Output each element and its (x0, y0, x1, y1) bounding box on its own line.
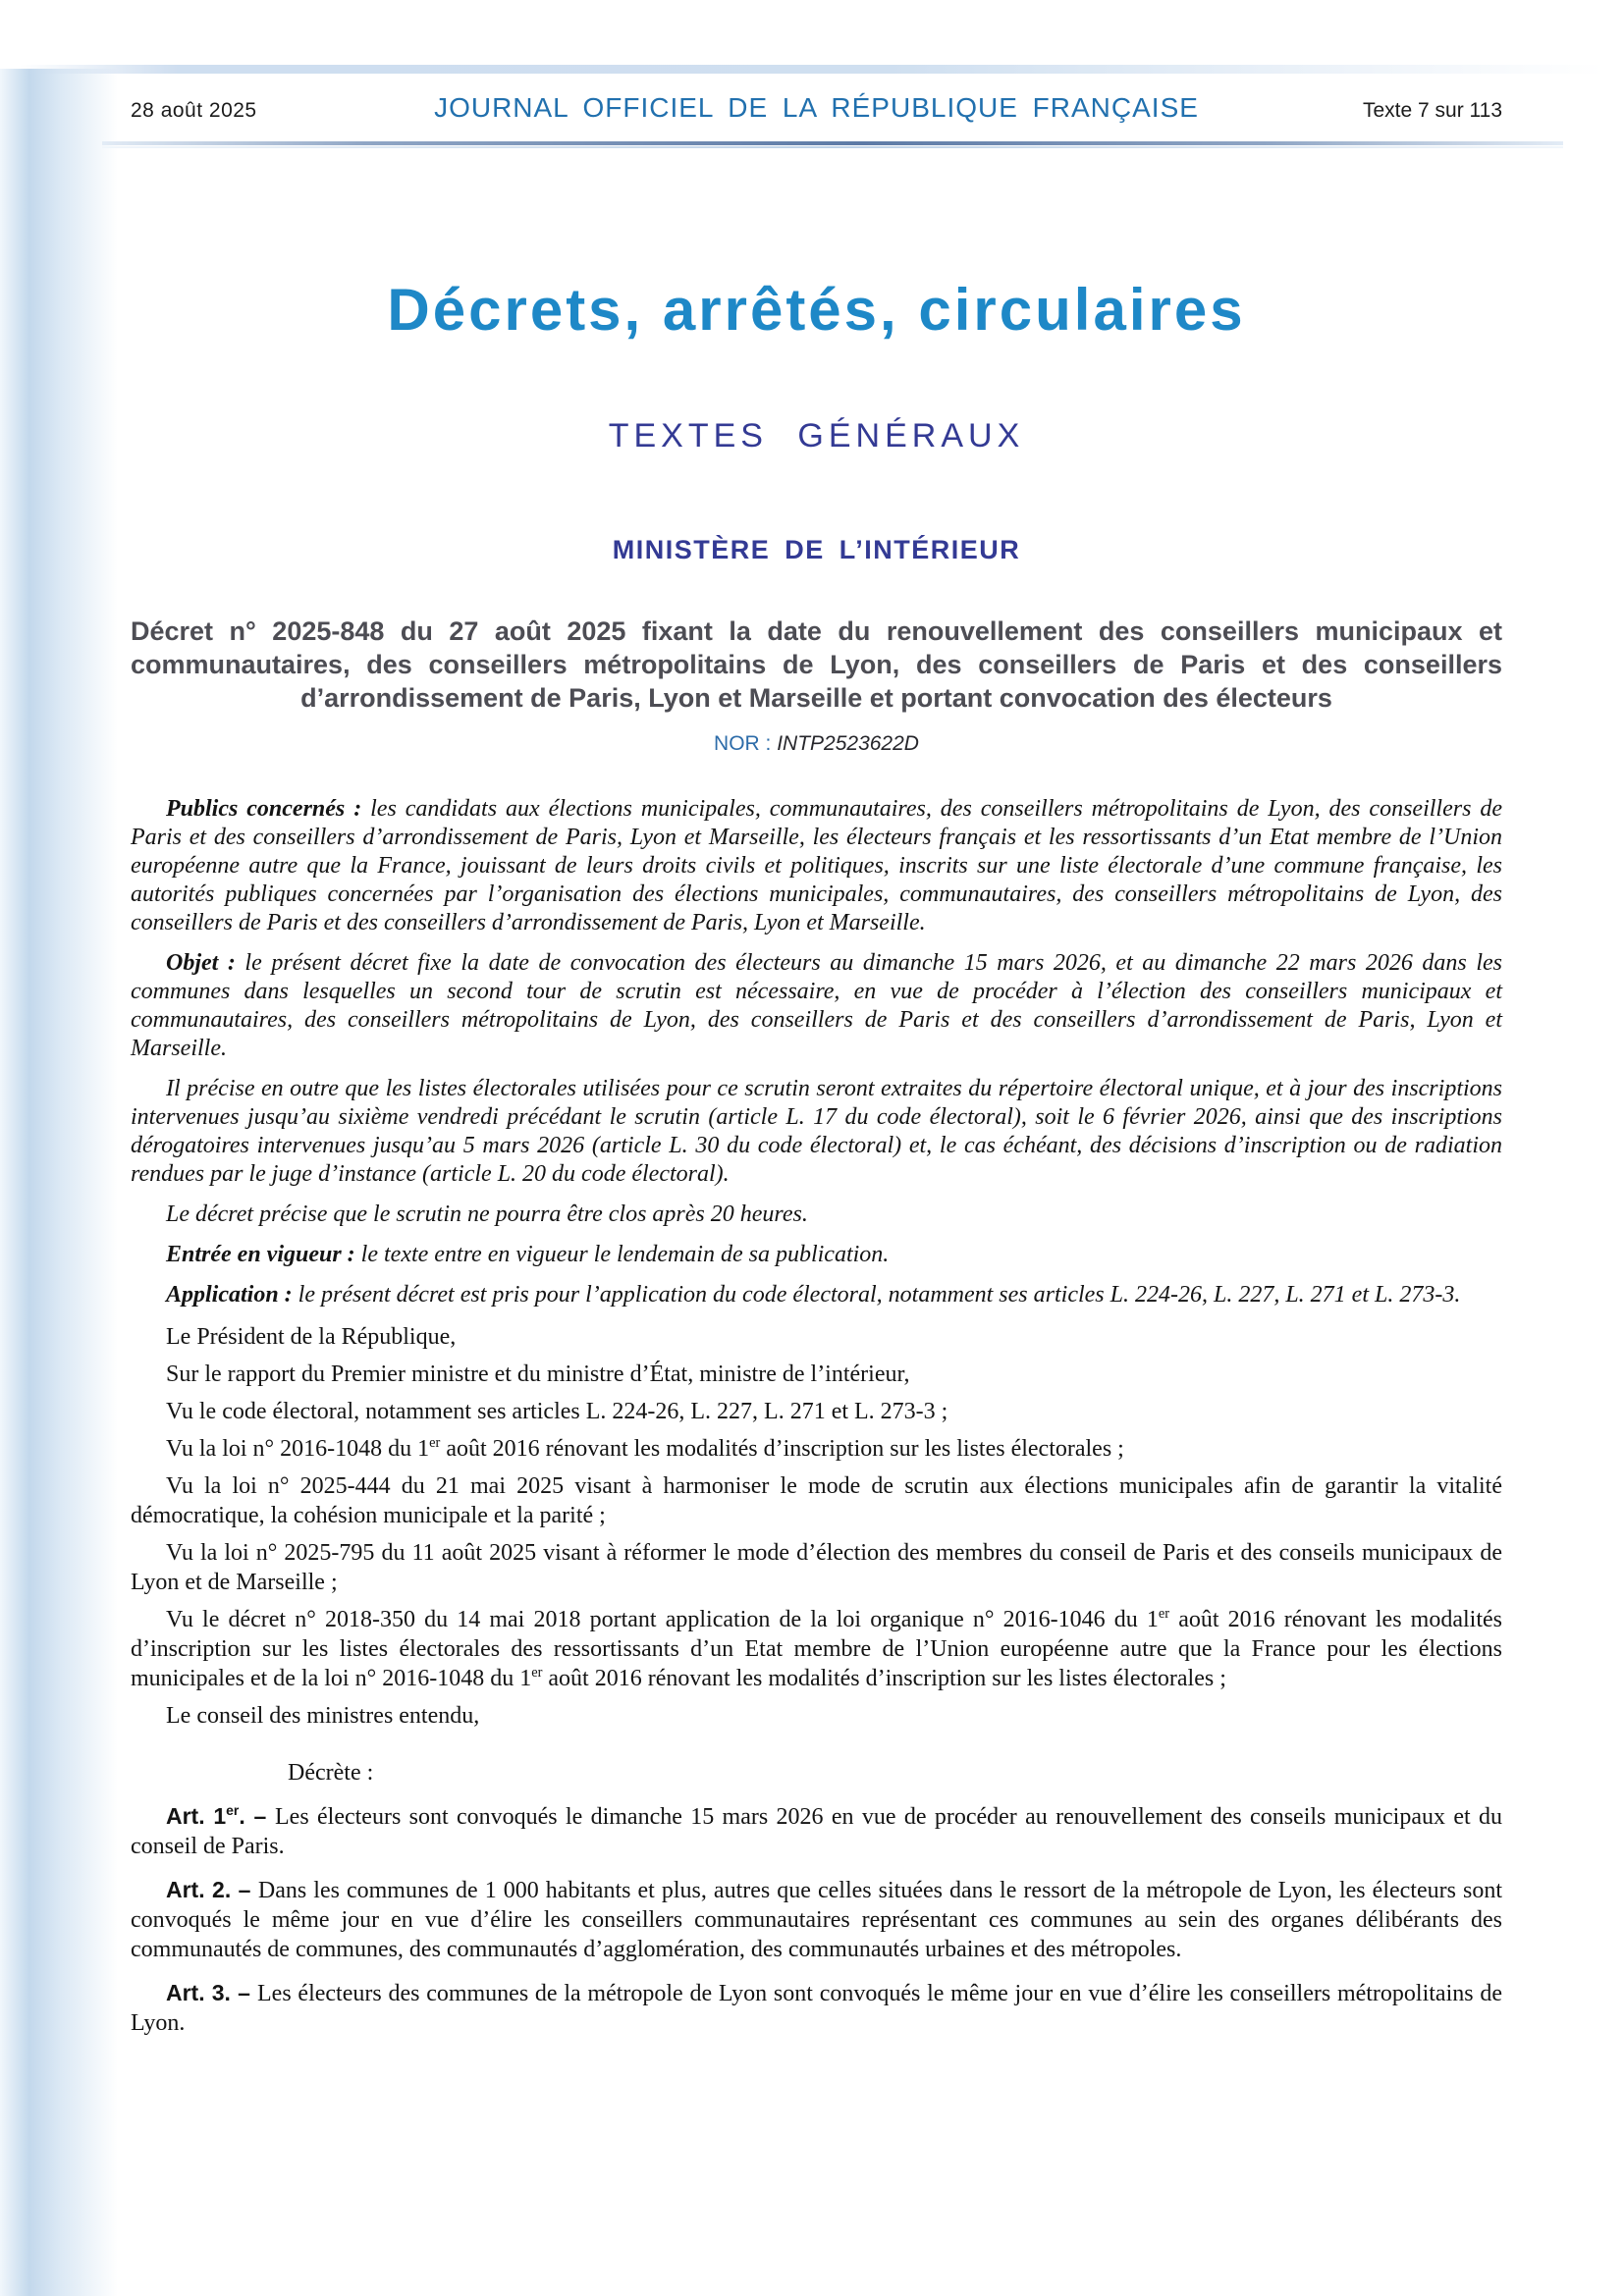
decree-body (131, 795, 1502, 2038)
header-rule-sub-line (102, 146, 1563, 148)
precision-listes-electorales: Il précise en outre que les listes électorales utilisées pour ce scrutin seront extraites du répertoire électoral unique, et à jour des inscriptions intervenues jusqu’au sixième vendredi précédant le scrutin (article L. 17 du code électoral), soit le 6 février 2026, ainsi que des inscriptions dérogatoires intervenues jusqu’au 5 mars 2026 (article L. 30 du code électoral) et, le cas échéant, des décisions d’inscription ou de radiation rendues par le juge d’instance (article L. 20 du code électoral). (131, 1076, 1502, 1187)
visa-loi-2025-444: Vu la loi n° 2025-444 du 21 mai 2025 visant à harmoniser le mode de scrutin aux élections municipales afin de garantir la vitalité démocratique, la cohésion municipale et la parité ; (131, 1473, 1502, 1528)
visa-loi-2025-795: Vu la loi n° 2025-795 du 11 août 2025 visant à réformer le mode d’élection des membres du conseil de Paris et des conseils municipaux de Lyon et de Marseille ; (131, 1540, 1502, 1595)
ministry-heading: MINISTÈRE DE L’INTÉRIEUR (612, 535, 1021, 564)
section-subtitle: TEXTES GÉNÉRAUX (608, 417, 1025, 454)
visa-decret-2018-350: Vu le décret n° 2018-350 du 14 mai 2018 portant application de la loi organique n° 2016-1046 du 1er août 2016 rénovant les modalités d’inscription sur les listes électorales des ressortissants d’un Etat membre de l’Union européenne autre que la France pour les élections municipales et de la loi n° 2016-1048 du 1er août 2016 rénovant les modalités d’inscription sur les listes électorales ; (131, 1606, 1502, 1691)
page-header (131, 92, 1502, 124)
section-title: Décrets, arrêtés, circulaires (387, 277, 1246, 343)
header-rule (102, 141, 1563, 148)
application: Application : le présent décret est pris pour l’application du code électoral, notamment ses articles L. 224-26, L. 227, L. 271 et L. 273-3. (166, 1282, 1461, 1308)
document-column (131, 277, 1502, 2038)
precision-cloture-scrutin: Le décret précise que le scrutin ne pourra être clos après 20 heures. (166, 1201, 808, 1227)
top-gradient-strip (20, 65, 1604, 74)
publics-concernes: Publics concernés : les candidats aux élections municipales, communautaires, des conseillers métropolitains de Lyon, des conseillers de Paris et des conseillers d’arrondissement de Paris, Lyon et Marseille, les électeurs français et les ressortissants d’un Etat membre de l’Union européenne autre que la France, jouissant de leurs droits civils et politiques, inscrits sur une liste électorale d’une commune française, les autorités publiques concernées par l’organisation des élections municipales, communautaires, des conseillers métropolitains de Lyon, des conseillers de Paris et des conseillers d’arrondissement de Paris, Lyon et Marseille. (131, 796, 1503, 935)
text-reference: Texte 7 sur 113 (1362, 99, 1502, 122)
objet: Objet : le présent décret fixe la date de convocation des électeurs au dimanche 15 mars 2026, et au dimanche 22 mars 2026 dans les communes dans lesquelles un second tour de scrutin est nécessaire, en vue de procéder à l’élection des conseillers municipaux et communautaires, des conseillers métropolitains de Lyon, des conseillers de Paris et des conseillers d’arrondissement de Paris, Lyon et Marseille. (131, 950, 1502, 1061)
visa-code-electoral: Vu le code électoral, notamment ses articles L. 224-26, L. 227, L. 271 et L. 273-3 ; (166, 1399, 948, 1424)
decree-title: Décret n° 2025-848 du 27 août 2025 fixant la date du renouvellement des conseillers municipaux et communautaires, des conseillers métropolitains de Lyon, des conseillers de Paris et des conseillers d’arrondissement de Paris, Lyon et Marseille et portant convocation des électeurs (131, 616, 1502, 713)
visa-loi-2016-1048: Vu la loi n° 2016-1048 du 1er août 2016 rénovant les modalités d’inscription sur les listes électorales ; (166, 1435, 1124, 1462)
header-rule-main-line (102, 141, 1563, 145)
rapport-premier-ministre: Sur le rapport du Premier ministre et du ministre d’État, ministre de l’intérieur, (166, 1362, 910, 1387)
nor-line (131, 732, 1502, 756)
decrete: Décrète : (288, 1760, 374, 1786)
article-1: Art. 1er. – Les électeurs sont convoqués le dimanche 15 mars 2026 en vue de procéder au renouvellement des conseils municipaux et du conseil de Paris. (131, 1802, 1502, 1859)
article-3: Art. 3. – Les électeurs des communes de la métropole de Lyon sont convoqués le même jour en vue d’élire les conseillers métropolitains de Lyon. (131, 1980, 1502, 2036)
nor-value: INTP2523622D (777, 732, 919, 755)
left-gradient-ribbon (0, 69, 123, 2296)
entree-en-vigueur: Entrée en vigueur : le texte entre en vigueur le lendemain de sa publication. (166, 1242, 890, 1267)
conseil-ministres: Le conseil des ministres entendu, (166, 1703, 480, 1729)
journal-title: JOURNAL OFFICIEL DE LA RÉPUBLIQUE FRANÇAISE (434, 92, 1199, 123)
article-2: Art. 2. – Dans les communes de 1 000 habitants et plus, autres que celles situées dans le ressort de la métropole de Lyon, les électeurs sont convoqués le même jour en vue d’élire les conseillers communautaires représentant ces communes au sein des organes délibérants des communautés de communes, des communautés d’agglomération, des communautés urbaines et des métropoles. (131, 1877, 1502, 1962)
nor-label: NOR : (714, 732, 778, 755)
president-republique: Le Président de la République, (166, 1324, 457, 1350)
publication-date: 28 août 2025 (131, 99, 257, 122)
